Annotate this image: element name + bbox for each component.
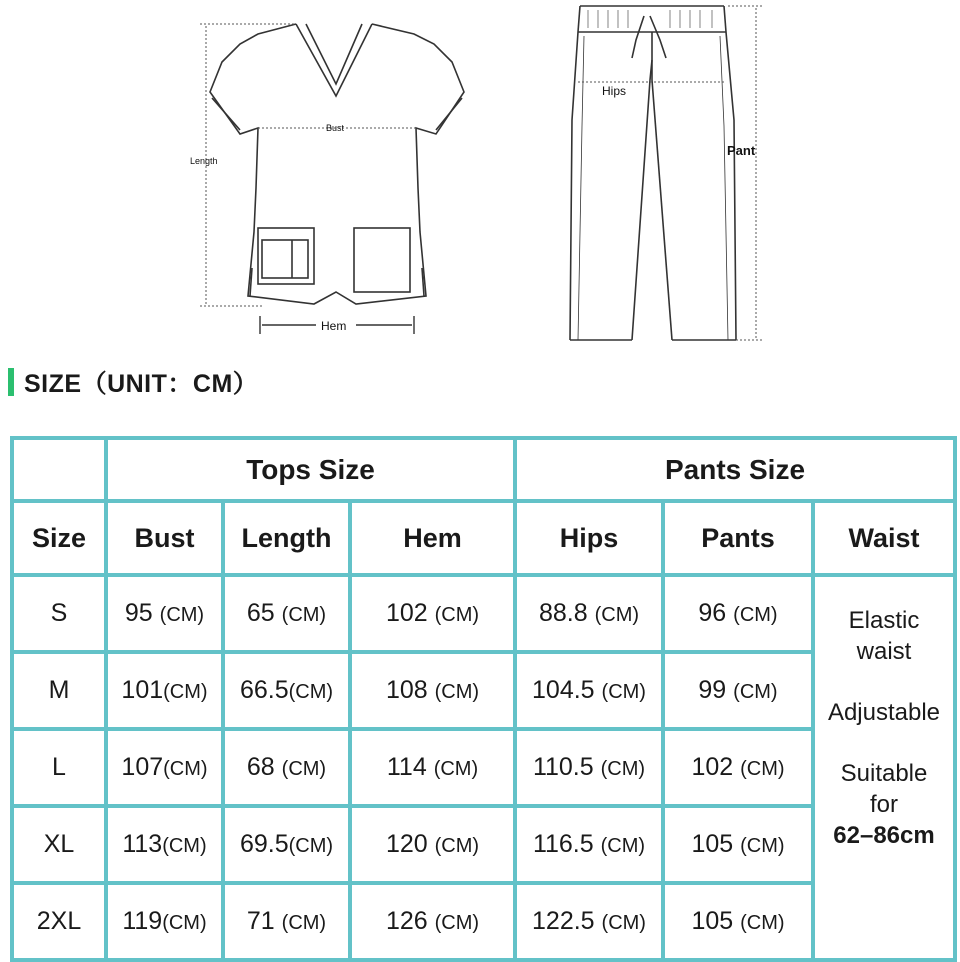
col-header-pants: Pants <box>663 501 813 575</box>
value: 96 <box>698 599 727 627</box>
unit: (CM) <box>288 835 334 857</box>
bust-cell <box>106 883 223 960</box>
unit: (CM) <box>162 912 207 934</box>
value: 114 <box>386 753 427 781</box>
value: 105 <box>691 830 734 858</box>
unit: (CM) <box>434 681 480 703</box>
value: 68 <box>246 753 275 781</box>
pants-drawing <box>570 6 736 340</box>
hem-cell <box>350 806 515 883</box>
unit: (CM) <box>733 604 778 626</box>
value: 113 <box>122 830 163 858</box>
size-chart-table <box>10 436 957 962</box>
table-row <box>12 575 955 652</box>
value: 69.5 <box>239 830 289 858</box>
pant-label: Pant <box>727 143 756 158</box>
value: 101 <box>121 676 164 704</box>
scrub-top-and-pants-diagram <box>0 0 960 360</box>
bust-cell <box>106 575 223 652</box>
length-cell <box>223 806 350 883</box>
unit: (CM) <box>594 604 640 626</box>
column-header-row <box>12 501 955 575</box>
value: 108 <box>385 676 428 704</box>
value: 95 <box>124 599 153 627</box>
unit: (CM) <box>601 681 646 703</box>
pants-cell <box>663 729 813 806</box>
unit: (CM) <box>740 835 785 857</box>
value: 99 <box>698 676 727 704</box>
unit: (CM) <box>600 758 646 780</box>
waist-note-line: Adjustable <box>827 698 941 726</box>
value: 120 <box>385 830 428 858</box>
pants-cell <box>663 806 813 883</box>
bust-label: Bust <box>326 123 345 133</box>
unit: (CM) <box>600 835 646 857</box>
hips-cell <box>515 883 663 960</box>
value: 104.5 <box>532 676 595 704</box>
value: 102 <box>385 599 428 627</box>
unit: (CM) <box>740 912 785 934</box>
length-cell <box>223 652 350 729</box>
hips-cell <box>515 729 663 806</box>
hips-cell <box>515 652 663 729</box>
tops-size-header: Tops Size <box>106 438 515 501</box>
hem-cell <box>350 883 515 960</box>
pants-cell <box>663 883 813 960</box>
col-header-waist: Waist <box>813 501 955 575</box>
col-header-hem: Hem <box>350 501 515 575</box>
value: 102 <box>691 753 734 781</box>
col-header-length: Length <box>223 501 350 575</box>
unit: (CM) <box>733 681 778 703</box>
value: 122.5 <box>532 907 595 935</box>
title-accent-bar <box>8 368 14 396</box>
value: 66.5 <box>239 676 289 704</box>
unit: (CM) <box>434 912 480 934</box>
col-header-hips: Hips <box>515 501 663 575</box>
waist-note-line: 62–86cm <box>833 821 935 849</box>
length-cell <box>223 575 350 652</box>
value: 116.5 <box>532 830 594 858</box>
garment-illustrations <box>0 0 960 360</box>
value: 119 <box>122 907 163 935</box>
waist-note-cell <box>813 575 955 960</box>
group-header-row <box>12 438 955 501</box>
value: 65 <box>246 599 275 627</box>
empty-corner-cell <box>12 438 106 501</box>
unit: (CM) <box>162 835 207 857</box>
pants-size-header: Pants Size <box>515 438 955 501</box>
unit: (CM) <box>433 758 479 780</box>
size-cell: XL <box>12 806 106 883</box>
bust-cell <box>106 806 223 883</box>
unit: (CM) <box>281 758 327 780</box>
hem-cell <box>350 652 515 729</box>
unit: (CM) <box>159 604 205 626</box>
section-title-text: SIZE（UNIT：CM） <box>24 370 259 398</box>
unit: (CM) <box>434 835 480 857</box>
hips-cell <box>515 806 663 883</box>
hem-label: Hem <box>321 319 347 333</box>
pant-length-dimension <box>728 6 764 340</box>
unit: (CM) <box>281 912 327 934</box>
hem-cell <box>350 575 515 652</box>
value: 107 <box>121 753 164 781</box>
hips-cell <box>515 575 663 652</box>
hem-cell <box>350 729 515 806</box>
col-header-bust: Bust <box>106 501 223 575</box>
waist-note-line: Suitable <box>840 759 928 787</box>
size-cell: 2XL <box>12 883 106 960</box>
hips-label: Hips <box>602 84 627 98</box>
section-title <box>8 366 258 398</box>
waist-note-line: waist <box>856 637 912 665</box>
value: 71 <box>246 907 275 935</box>
length-cell <box>223 883 350 960</box>
value: 110.5 <box>532 753 594 781</box>
unit: (CM) <box>288 681 334 703</box>
unit: (CM) <box>601 912 646 934</box>
bust-cell <box>106 729 223 806</box>
size-cell: M <box>12 652 106 729</box>
value: 105 <box>691 907 734 935</box>
scrub-top-drawing <box>210 24 464 304</box>
pants-cell <box>663 652 813 729</box>
value: 126 <box>385 907 428 935</box>
size-cell: L <box>12 729 106 806</box>
pants-cell <box>663 575 813 652</box>
size-cell: S <box>12 575 106 652</box>
waist-note-line: Elastic <box>848 606 920 634</box>
bust-cell <box>106 652 223 729</box>
col-header-size: Size <box>12 501 106 575</box>
length-cell <box>223 729 350 806</box>
waist-note-line: for <box>869 790 898 818</box>
unit: (CM) <box>740 758 785 780</box>
unit: (CM) <box>434 604 480 626</box>
unit: (CM) <box>281 604 327 626</box>
value: 88.8 <box>538 599 588 627</box>
length-label: Length <box>190 156 218 166</box>
unit: (CM) <box>163 681 208 703</box>
unit: (CM) <box>163 758 208 780</box>
